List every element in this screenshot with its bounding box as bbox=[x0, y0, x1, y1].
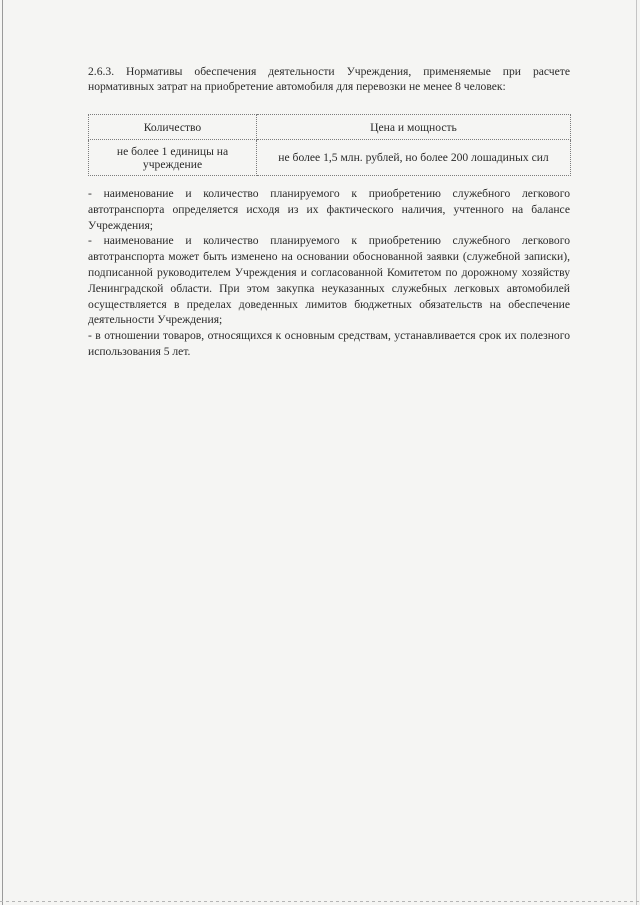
norms-table bbox=[88, 114, 571, 176]
section-heading: 2.6.3. Нормативы обеспечения деятельности Учреждения, применяемые при расчете нормативных затрат на приобретение автомобиля для перевозки не менее 8 человек: bbox=[88, 65, 570, 93]
scan-edge-bottom bbox=[0, 901, 640, 902]
scan-edge-right bbox=[636, 0, 637, 905]
scan-edge-left bbox=[2, 0, 3, 905]
document-content bbox=[88, 64, 570, 360]
table-header-price-power: Цена и мощность bbox=[257, 115, 571, 140]
paragraph-vehicle-count: - наименование и количество планируемого к приобретению служебного легкового автотранспорта определяется исходя из их фактического наличия, учтенного на балансе Учреждения; bbox=[88, 187, 570, 232]
table-header-quantity: Количество bbox=[89, 115, 257, 140]
paragraph-list bbox=[88, 186, 570, 360]
table-row bbox=[89, 140, 571, 176]
table-header-row bbox=[89, 115, 571, 140]
table-cell-quantity: не более 1 единицы на учреждение bbox=[89, 140, 257, 176]
paragraph-vehicle-change: - наименование и количество планируемого к приобретению служебного легкового автотранспорта может быть изменено на основании обоснованной заявки (служебной записки), подписанной руководителем Учреждения и согласованной Комитетом по дорожному хозяйству Ленинградской области. При этом закупка неуказанных служебных легковых автомобилей осуществляется в пределах доведенных лимитов бюджетных обязательств на обеспечение деятельности Учреждения; bbox=[88, 234, 570, 327]
table-cell-price-power: не более 1,5 млн. рублей, но более 200 лошадиных сил bbox=[257, 140, 571, 176]
paragraph-useful-life: - в отношении товаров, относящихся к основным средствам, устанавливается срок их полезного использования 5 лет. bbox=[88, 329, 570, 358]
